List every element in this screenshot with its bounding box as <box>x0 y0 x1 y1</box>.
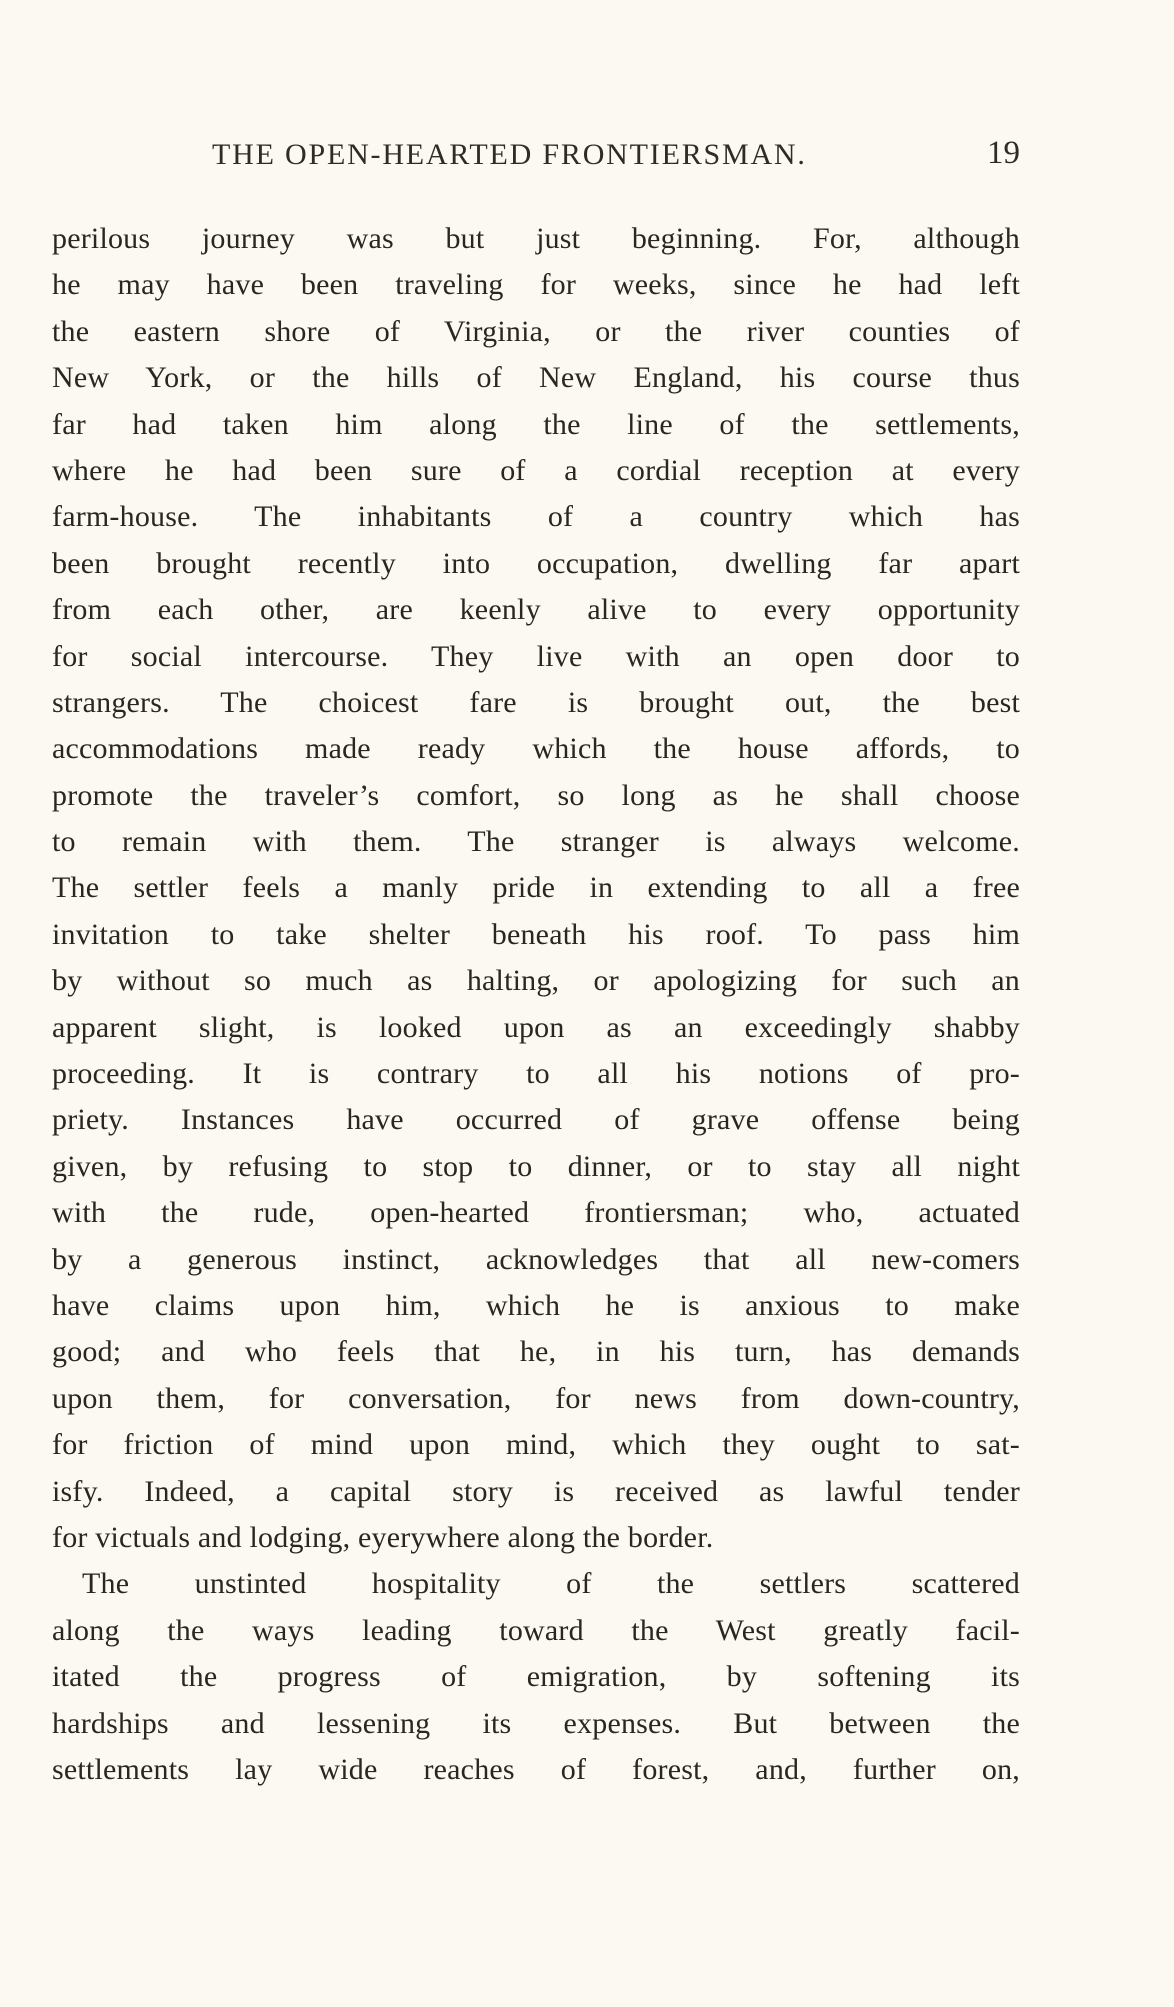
text-line: farm-house. The inhabitants of a country which has <box>52 500 1020 534</box>
text-line: he may have been traveling for weeks, since he had left <box>52 268 1020 302</box>
text-line: given, by refusing to stop to dinner, or to stay all night <box>52 1149 1020 1183</box>
text-line: with the rude, open-hearted frontiersman; who, actuated <box>52 1196 1020 1230</box>
text-line: priety. Instances have occurred of grave offense being <box>52 1103 1020 1137</box>
text-line: The settler feels a manly pride in extending to all a free <box>52 871 1020 905</box>
text-line: good; and who feels that he, in his turn, has demands <box>52 1335 1020 1369</box>
text-line: The unstinted hospitality of the settlers scattered <box>82 1567 1020 1601</box>
text-line: itated the progress of emigration, by softening its <box>52 1660 1020 1694</box>
text-line: strangers. The choicest fare is brought out, the best <box>52 685 1020 719</box>
text-line: been brought recently into occupation, dwelling far apart <box>52 546 1020 580</box>
text-line: for friction of mind upon mind, which they ought to sat- <box>52 1428 1020 1462</box>
text-line: promote the traveler’s comfort, so long as he shall choose <box>52 778 1020 812</box>
text-line: for social intercourse. They live with an open door to <box>52 639 1020 673</box>
text-line: where he had been sure of a cordial reception at every <box>52 453 1020 487</box>
text-line: perilous journey was but just beginning. For, although <box>52 222 1020 255</box>
text-line: isfy. Indeed, a capital story is received as lawful tender <box>52 1474 1020 1508</box>
text-line: along the ways leading toward the West greatly facil- <box>52 1613 1020 1647</box>
text-line: far had taken him along the line of the settlements, <box>52 407 1020 441</box>
body-text <box>52 216 1020 1793</box>
text-line: settlements lay wide reaches of forest, and, further on, <box>52 1752 1020 1786</box>
text-line: invitation to take shelter beneath his roof. To pass him <box>52 917 1020 951</box>
page-number: 19 <box>987 135 1020 171</box>
running-title: THE OPEN-HEARTED FRONTIERSMAN. <box>212 138 807 171</box>
text-line: proceeding. It is contrary to all his notions of pro- <box>52 1057 1020 1091</box>
text-line: accommodations made ready which the house affords, to <box>52 732 1020 766</box>
text-line: New York, or the hills of New England, his course thus <box>52 361 1020 395</box>
text-line: by a generous instinct, acknowledges that all new-comers <box>52 1242 1020 1276</box>
text-line: apparent slight, is looked upon as an exceedingly shabby <box>52 1010 1020 1044</box>
text-line: hardships and lessening its expenses. But between the <box>52 1706 1020 1740</box>
running-head <box>52 135 1020 178</box>
text-line: from each other, are keenly alive to every opportunity <box>52 593 1020 627</box>
text-line: upon them, for conversation, for news from down-country, <box>52 1381 1020 1415</box>
text-line: by without so much as halting, or apologizing for such an <box>52 964 1020 998</box>
text-line: for victuals and lodging, eyerywhere along the border. <box>52 1520 714 1554</box>
text-line: to remain with them. The stranger is always welcome. <box>52 825 1020 859</box>
text-line: the eastern shore of Virginia, or the river counties of <box>52 314 1020 348</box>
text-line: have claims upon him, which he is anxious to make <box>52 1288 1020 1322</box>
